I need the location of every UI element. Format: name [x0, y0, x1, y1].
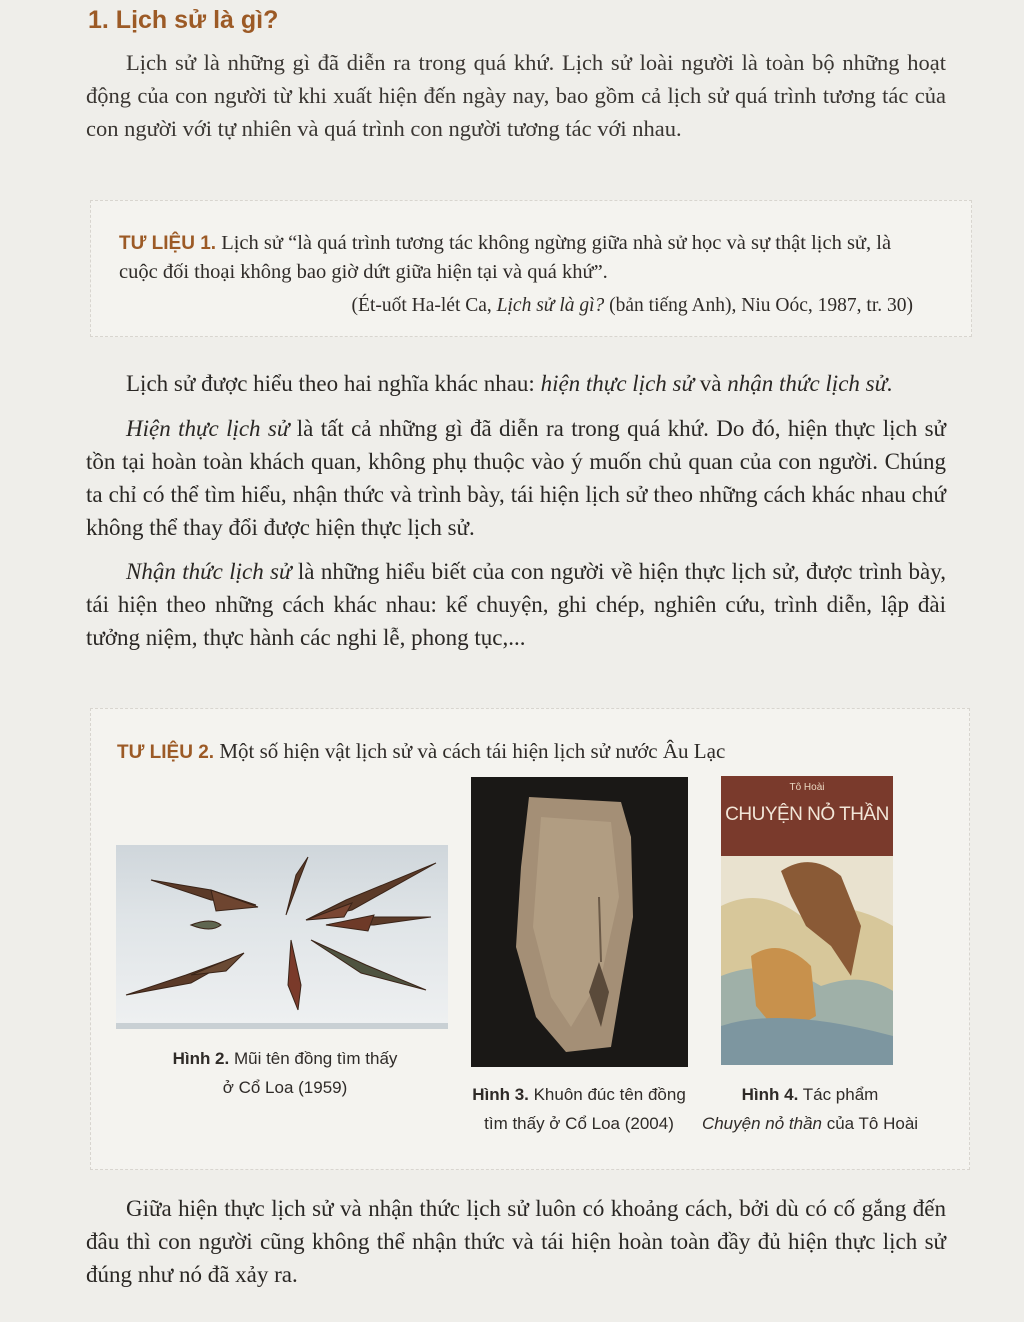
- p2-lead: Lịch sử được hiểu theo hai nghĩa khác nhau:: [126, 371, 541, 396]
- source-1-label: TƯ LIỆU 1.: [119, 233, 217, 254]
- source-1-text: Lịch sử “là quá trình tương tác không ngừng giữa nhà sử học và sự thật lịch sử, là cuộc đối thoại không bao giờ dứt giữa hiện tại và quá khứ”.: [119, 232, 892, 283]
- figure-4-caption: [690, 1080, 930, 1138]
- fig2-line2: ở Cổ Loa (1959): [222, 1078, 348, 1097]
- cite-title: Lịch sử là gì?: [496, 295, 605, 316]
- reality-paragraph: [86, 412, 946, 544]
- arrowheads-illustration: [116, 845, 448, 1023]
- source-1-quote: [119, 229, 919, 287]
- figure-3-caption: [460, 1080, 698, 1138]
- fig3-line2: tìm thấy ở Cổ Loa (2004): [484, 1114, 674, 1133]
- p3-rest: là tất cả những gì đã diễn ra trong quá khứ. Do đó, hiện thực lịch sử tồn tại hoàn toàn khách quan, không phụ thuộc vào ý muốn chủ quan của con người. Chúng ta chỉ có thể tìm hiểu, nhận thức và trình bày, tái hiện lịch sử theo những cách khác nhau chứ không thể thay đổi được hiện thực lịch sử.: [86, 416, 946, 540]
- p2-term2: nhận thức lịch sử.: [727, 371, 893, 396]
- intro-paragraph: [86, 46, 946, 145]
- fig3-label: Hình 3.: [472, 1085, 529, 1104]
- mould-illustration: [471, 777, 688, 1067]
- fig2-label: Hình 2.: [172, 1049, 230, 1068]
- fig4-line2-rest: của Tô Hoài: [821, 1114, 919, 1133]
- fig4-label: Hình 4.: [741, 1085, 799, 1104]
- book-cover: [721, 776, 893, 1065]
- cite-pre: (Ét-uốt Ha-lét Ca,: [351, 295, 497, 316]
- cite-post: (bản tiếng Anh), Niu Oóc, 1987, tr. 30): [604, 295, 913, 316]
- figure-2-caption: [140, 1044, 430, 1102]
- book-author: Tô Hoài: [789, 782, 825, 793]
- section-heading: 1. Lịch sử là gì?: [88, 6, 279, 34]
- fig3-line1: Khuôn đúc tên đồng: [528, 1085, 686, 1104]
- source-2-label: TƯ LIỆU 2.: [117, 742, 215, 763]
- source-1-citation: [352, 295, 913, 317]
- p4-rest: là những hiểu biết của con người về hiện thực lịch sử, được trình bày, tái hiện theo những cách khác nhau: kể chuyện, ghi chép, nghiên cứu, trình diễn, lập đài tưởng niệm, thực hành các nghi lễ, phong tục,...: [86, 559, 946, 650]
- book-cover-illustration: [721, 776, 893, 1065]
- intro-text: Lịch sử là những gì đã diễn ra trong quá khứ. Lịch sử loài người là toàn bộ những hoạt động của con người từ khi xuất hiện đến ngày nay, bao gồm cả lịch sử quá trình tương tác của con người với tự nhiên và quá trình con người tương tác với nhau.: [86, 50, 946, 141]
- perception-paragraph: [86, 555, 946, 654]
- p3-term: Hiện thực lịch sử: [126, 416, 290, 441]
- definition-paragraph: [86, 367, 946, 400]
- conclusion-paragraph: [86, 1192, 946, 1291]
- arrowheads-photo: [116, 845, 448, 1029]
- fig4-book-name: Chuyện nỏ thần: [701, 1114, 822, 1133]
- p4-term: Nhận thức lịch sử: [126, 559, 292, 584]
- conclusion-text: Giữa hiện thực lịch sử và nhận thức lịch sử luôn có khoảng cách, bởi dù có cố gắng đến đâu thì con người cũng không thể nhận thức và tái hiện hoàn toàn đầy đủ hiện thực lịch sử đúng như nó đã xảy ra.: [86, 1196, 946, 1287]
- p2-mid: và: [694, 371, 728, 396]
- p2-term1: hiện thực lịch sử: [540, 371, 695, 396]
- source-2-title: [117, 739, 725, 764]
- book-title: CHUYỆN NỎ THẦN: [725, 804, 889, 825]
- source-box-1: [90, 200, 972, 337]
- arrow-mould-photo: [471, 777, 688, 1067]
- fig4-line1: Tác phẩm: [798, 1085, 879, 1104]
- fig2-line1: Mũi tên đồng tìm thấy: [229, 1049, 398, 1068]
- source-2-title-text: Một số hiện vật lịch sử và cách tái hiện lịch sử nước Âu Lạc: [214, 739, 726, 763]
